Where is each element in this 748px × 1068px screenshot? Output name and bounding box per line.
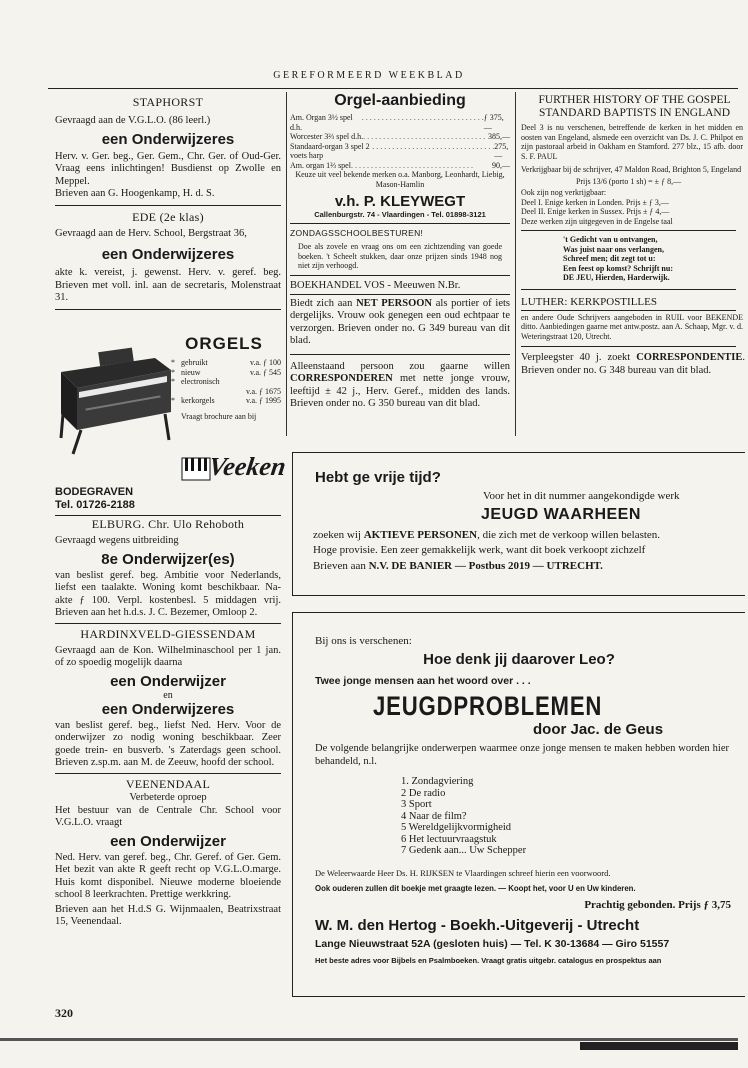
ad-text: van beslist geref. beg. Ambitie voor Nederlands, liefst een taalakte. Woning komt beschikbaar. Na-akte ƒ 100. Verpl. kostenbesl. 5 middagen vrij. Brieven aan het h.d.s. J. C. Bezemer, Omloop 2. (55, 569, 281, 618)
ad-text: Was juist naar ons verlangen, (563, 244, 664, 254)
list-item (290, 113, 510, 132)
ad-heading: een Onderwijzeres (101, 130, 235, 148)
page-edge (580, 1042, 738, 1050)
item-price: v.a. ƒ 1995 (245, 396, 281, 405)
list-item: 2 De radio (401, 787, 446, 799)
topic-list (401, 776, 526, 857)
ad-availability: Verkrijgbaar bij de schrijver, 47 Maldon Road, Brighton 5, Engeland (521, 165, 742, 174)
page-edge (0, 1038, 738, 1041)
ad-intro: Bij ons is verschenen: (315, 635, 412, 647)
ad-veenendaal (55, 777, 281, 929)
book-price: Prachtig gebonden. Prijs ƒ 3,75 (584, 899, 731, 911)
publisher-address: Lange Nieuwstraat 52A (gesloten huis) — Tel. K 30-13684 — Giro 51557 (315, 938, 670, 950)
ad-question: Hoe denk jij daarover Leo? (423, 651, 615, 668)
publisher-name: W. M. den Hertog - Boekh.-Uitgeverij - Utrecht (315, 917, 640, 934)
divider (55, 515, 281, 516)
ad-boekhandel-vos (290, 280, 510, 348)
ad-conjunction: en (163, 689, 173, 701)
ad-verpleegster (521, 352, 745, 377)
ad-heading: een Onderwijzeres (101, 246, 235, 263)
ad-text: 't Gedicht van u ontvangen, (563, 235, 658, 244)
ad-note: Keuze uit veel bekende merken o.a. Manborg, Leonhardt, Liebig, Mason-Hamlin (295, 170, 505, 189)
book-parents: Ook ouderen zullen dit boekje met graagte lezen. — Koopt het, voor U en Uw kinderen. (315, 884, 636, 893)
ad-place: BODEGRAVEN (55, 486, 134, 498)
list-item: 3 Sport (401, 799, 432, 810)
column-2 (290, 92, 510, 411)
ad-contact: Brieven aan het H.d.S G. Wijnmaalen, Beatrixstraat 15, Veenendaal. (55, 903, 281, 927)
ad-text: Deel I. Enige kerken in Londen. Prijs ± ƒ 3,— (521, 197, 669, 207)
item-name: Am. Organ 3½ spel d.h. (290, 113, 353, 132)
publisher-footer: Het beste adres voor Bijbels en Psalmboeken. Vraagt gratis uitgebr. catalogus en prospektus aan (315, 956, 662, 965)
divider (290, 294, 510, 295)
list-item: 7 Gedenk aan... Uw Schepper (401, 845, 527, 856)
ad-title: JEUGD WAARHEEN (481, 506, 641, 523)
ad-jeugdproblemen (292, 612, 745, 997)
divider (290, 223, 510, 224)
ad-zondagsschool (290, 228, 510, 271)
ad-title: LUTHER: KERKPOSTILLES (521, 295, 657, 308)
orgel-price-list (171, 358, 281, 406)
divider (55, 623, 281, 624)
divider (521, 346, 736, 347)
ad-text: Brieven aan N.V. DE BANIER — Postbus 2019 — UTRECHT. (313, 560, 603, 572)
ad-text: Ook zijn nog verkrijgbaar: (521, 188, 607, 197)
ad-text: Deel II. Enige kerken in Sussex. Prijs ± ƒ 4,— (521, 207, 670, 216)
ad-text: Hoge provisie. Een zeer gemakkelijk werk, want dit boek verkoopt zichzelf (313, 544, 646, 556)
column-1 (55, 92, 281, 310)
list-item: * electronisch (171, 377, 220, 386)
header-rule (48, 88, 738, 89)
item-price: 275,— (494, 141, 509, 160)
item-price: v.a. ƒ 100 (249, 358, 281, 367)
divider (521, 230, 736, 231)
list-item: 4 Naar de film? (401, 810, 467, 822)
ad-text: van beslist geref. beg., liefst Ned. Herv. Voor de onderwijzer zo nodig woning beschikbaar. Zeer goede trein- en busverb. 's Zaterdags geen school. Brieven z.sp.m. aan M. de Zeeuw, hoofd der school. (55, 719, 281, 768)
column-1-lower (55, 517, 281, 929)
ad-hardinxveld (55, 627, 281, 770)
ad-text: Doe als zovele en vraag ons om een zichtzending van goede boeken. 't Scheelt stukken, daar onze prijzen sinds 1948 nog niet zijn verhoogd. (298, 242, 502, 270)
item-price: v.a. ƒ 545 (249, 367, 281, 377)
ad-title: STAPHORST (132, 95, 204, 109)
ad-text: DE JEU, Hierden, Harderwijk. (563, 273, 670, 282)
ad-price: Prijs 13/6 (porto 1 sh) = ± ƒ 8,— (575, 176, 682, 186)
ad-contact: Brieven aan G. Hoogenkamp, H. d. S. (55, 188, 215, 199)
ad-heading: een Onderwijzeres (101, 700, 235, 718)
ad-orgels (55, 334, 288, 514)
ad-gedicht (521, 235, 736, 283)
ad-further-history (521, 94, 743, 226)
page-number: 320 (55, 1006, 73, 1020)
item-label: electronisch (181, 377, 220, 386)
divider (521, 289, 736, 290)
ad-text: Deel 3 is nu verschenen, betreffende de kerken in het midden en oosten van Engeland, alsmede een overzicht van Ds. J. C. Philpot en zijn pastoraal arbeid in Oakham en Stamford. 277 blz., 15 afb. door S. F. PAUL (521, 123, 743, 161)
list-item (290, 161, 510, 171)
divider (521, 310, 736, 311)
divider (290, 275, 510, 276)
ad-heading: 8e Onderwijzer(es) (101, 550, 235, 568)
divider (55, 309, 281, 310)
list-item (290, 132, 510, 142)
ad-jeugd-waarheen (292, 452, 745, 596)
ad-heading: een Onderwijzer (110, 672, 226, 690)
ad-text: Verpleegster 40 j. zoekt CORRESPONDENTIE. Brieven onder no. G 348 bureau van dit blad. (521, 352, 745, 376)
orgel-offer-list (290, 113, 510, 170)
book-author: door Jac. de Geus (533, 721, 664, 738)
column-divider (286, 92, 287, 436)
item-price: v.a. ƒ 1675 (245, 386, 281, 396)
ad-title: BOEKHANDEL VOS - Meeuwen N.Br. (290, 279, 461, 291)
list-item: 1. Zondagviering (401, 776, 474, 787)
item-name: Worcester 3⅔ spel d.h. (290, 132, 364, 141)
ad-text: en andere Oude Schrijvers aangeboden in RUIL voor BEKENDE ditto. Aanbiedingen gaarne met antw.postz. aan A. Schaap, Mgr. v. d. Weteringstraat 120, Utrecht. (521, 312, 743, 341)
ad-title: HARDINXVELD-GIESSENDAM (80, 626, 256, 641)
ad-orgel-aanbieding (290, 92, 510, 219)
item-label: kerkorgels (181, 396, 215, 405)
ad-title: VEENENDAAL (125, 776, 211, 791)
divider (290, 354, 510, 355)
ad-text: akte k. vereist, j. gewenst. Herv. v. geref. beg. Brieven met voll. inl. aan de secretaris, Molenstraat 31. (55, 267, 281, 303)
brand-logo: Veeken (207, 452, 288, 481)
ad-text: Biedt zich aan NET PERSOON als portier of iets dergelijks. Vrouw ook genegen een oud echtpaar te verzorgen. Brieven onder no. G 349 bureau van dit blad. (290, 297, 510, 346)
ad-staphorst (55, 95, 281, 201)
list-item: 6 Het lectuurvraagstuk (401, 833, 497, 845)
ad-text: Gevraagd aan de Kon. Wilhelminaschool per 1 jan. of zo spoedig mogelijk daarna (55, 644, 281, 668)
list-item (171, 387, 281, 397)
item-price: ƒ 375,— (483, 113, 504, 132)
ad-text: Het bestuur van de Centrale Chr. School voor V.G.L.O. vraagt (55, 804, 281, 828)
divider (55, 205, 281, 206)
item-price: 385,— (488, 132, 510, 141)
ad-address: Callenburgstr. 74 - Vlaardingen - Tel. 01898-3121 (314, 210, 486, 219)
ad-text: Herv. v. Ger. beg., Ger. Gem., Chr. Ger. of Oud-Ger. Vraag eens inlichtingen! Busdienst op Zwolle en Meppel. (55, 150, 281, 187)
list-item: 5 Wereldgelijkvormigheid (401, 822, 512, 833)
divider (55, 773, 281, 774)
list-item: * nieuw v.a. ƒ 545 (171, 367, 281, 377)
ad-text: Schreef men; dit zegt tot u: (563, 254, 656, 263)
ad-heading: Orgel-aanbieding (334, 92, 466, 109)
ad-text: Deze werken zijn uitgegeven in de Engelse taal (521, 216, 673, 226)
ad-title: FURTHER HISTORY OF THE GOSPEL STANDARD BAPTISTS IN ENGLAND (538, 94, 731, 119)
item-name: Am. organ 1⅔ spel (290, 160, 351, 170)
ad-title: EDE (2e klas) (132, 209, 204, 224)
ad-seller: v.h. P. KLEYWEGT (334, 193, 466, 210)
item-label: nieuw (181, 367, 201, 377)
item-name: Standaard-organ 3 spel 2 voets harp (290, 141, 370, 160)
ad-text: Gevraagd wegens uitbreiding (55, 535, 179, 546)
ad-alleenstaand (290, 361, 510, 411)
ad-text: zoeken wij AKTIEVE PERSONEN, die zich met de verkoop willen belasten. (313, 529, 661, 541)
ad-text: Een feest op komst? Schrijft nu: (563, 263, 673, 273)
list-item: * kerkorgels v.a. ƒ 1995 (171, 396, 281, 405)
ad-ede (55, 210, 281, 305)
ad-title: ELBURG. Chr. Ulo Rehoboth (91, 517, 245, 531)
book-description: De volgende belangrijke onderwerpen waarmee onze jonge mensen te maken hebben worden hier behandeld, n.l. (315, 743, 729, 767)
ad-heading: Hebt ge vrije tijd? (315, 469, 441, 486)
organ-illustration (55, 348, 173, 458)
ad-subtitle: Twee jonge mensen aan het woord over . . . (315, 675, 531, 687)
ad-text: Ned. Herv. van geref. beg., Chr. Geref. of Ger. Gem. Het bezit van akte R geeft recht op V.G.L.O.marge. Huis komt disponibel. Nieuwe moderne bloeiende school 8 leerkrachten. Prettige werkkring. (55, 851, 281, 900)
ad-elburg (55, 517, 281, 620)
book-foreword: De Weleerwaarde Heer Ds. H. RIJKSEN te Vlaardingen schreef hierin een voorwoord. (315, 868, 611, 878)
ad-text: Alleenstaand persoon zou gaarne willen CORRESPONDEREN met nette jonge vrouw, leeftijd ± 42 j., Herv. Geref., midden des lands. Brieven onder no. G 350 bureau van dit blad. (290, 360, 510, 409)
ad-title: ZONDAGSSCHOOLBESTUREN! (290, 228, 424, 238)
ad-text: Gevraagd aan de Herv. School, Bergstraat 36, (55, 227, 247, 239)
list-item (290, 142, 510, 161)
ad-text: Voor het in dit nummer aangekondigde werk (483, 490, 680, 502)
ad-subtitle: Verbeterde oproep (129, 791, 207, 803)
ad-text: Gevraagd aan de V.G.L.O. (86 leerl.) (55, 115, 211, 126)
ad-note: Vraagt brochure aan bij (181, 412, 257, 421)
page-header: GEREFORMEERD WEEKBLAD (273, 70, 465, 81)
item-price: 90,— (492, 160, 510, 170)
column-divider (515, 92, 516, 436)
ad-heading: ORGELS (185, 334, 263, 353)
ad-luther (521, 295, 743, 342)
item-label: gebruikt (181, 358, 208, 367)
list-item: * gebruikt v.a. ƒ 100 (171, 358, 281, 367)
book-title: JEUGDPROBLEMEN (373, 691, 603, 721)
ad-heading: een Onderwijzer (110, 832, 226, 850)
column-3 (521, 94, 745, 377)
ad-tel: Tel. 01726-2188 (55, 499, 135, 511)
